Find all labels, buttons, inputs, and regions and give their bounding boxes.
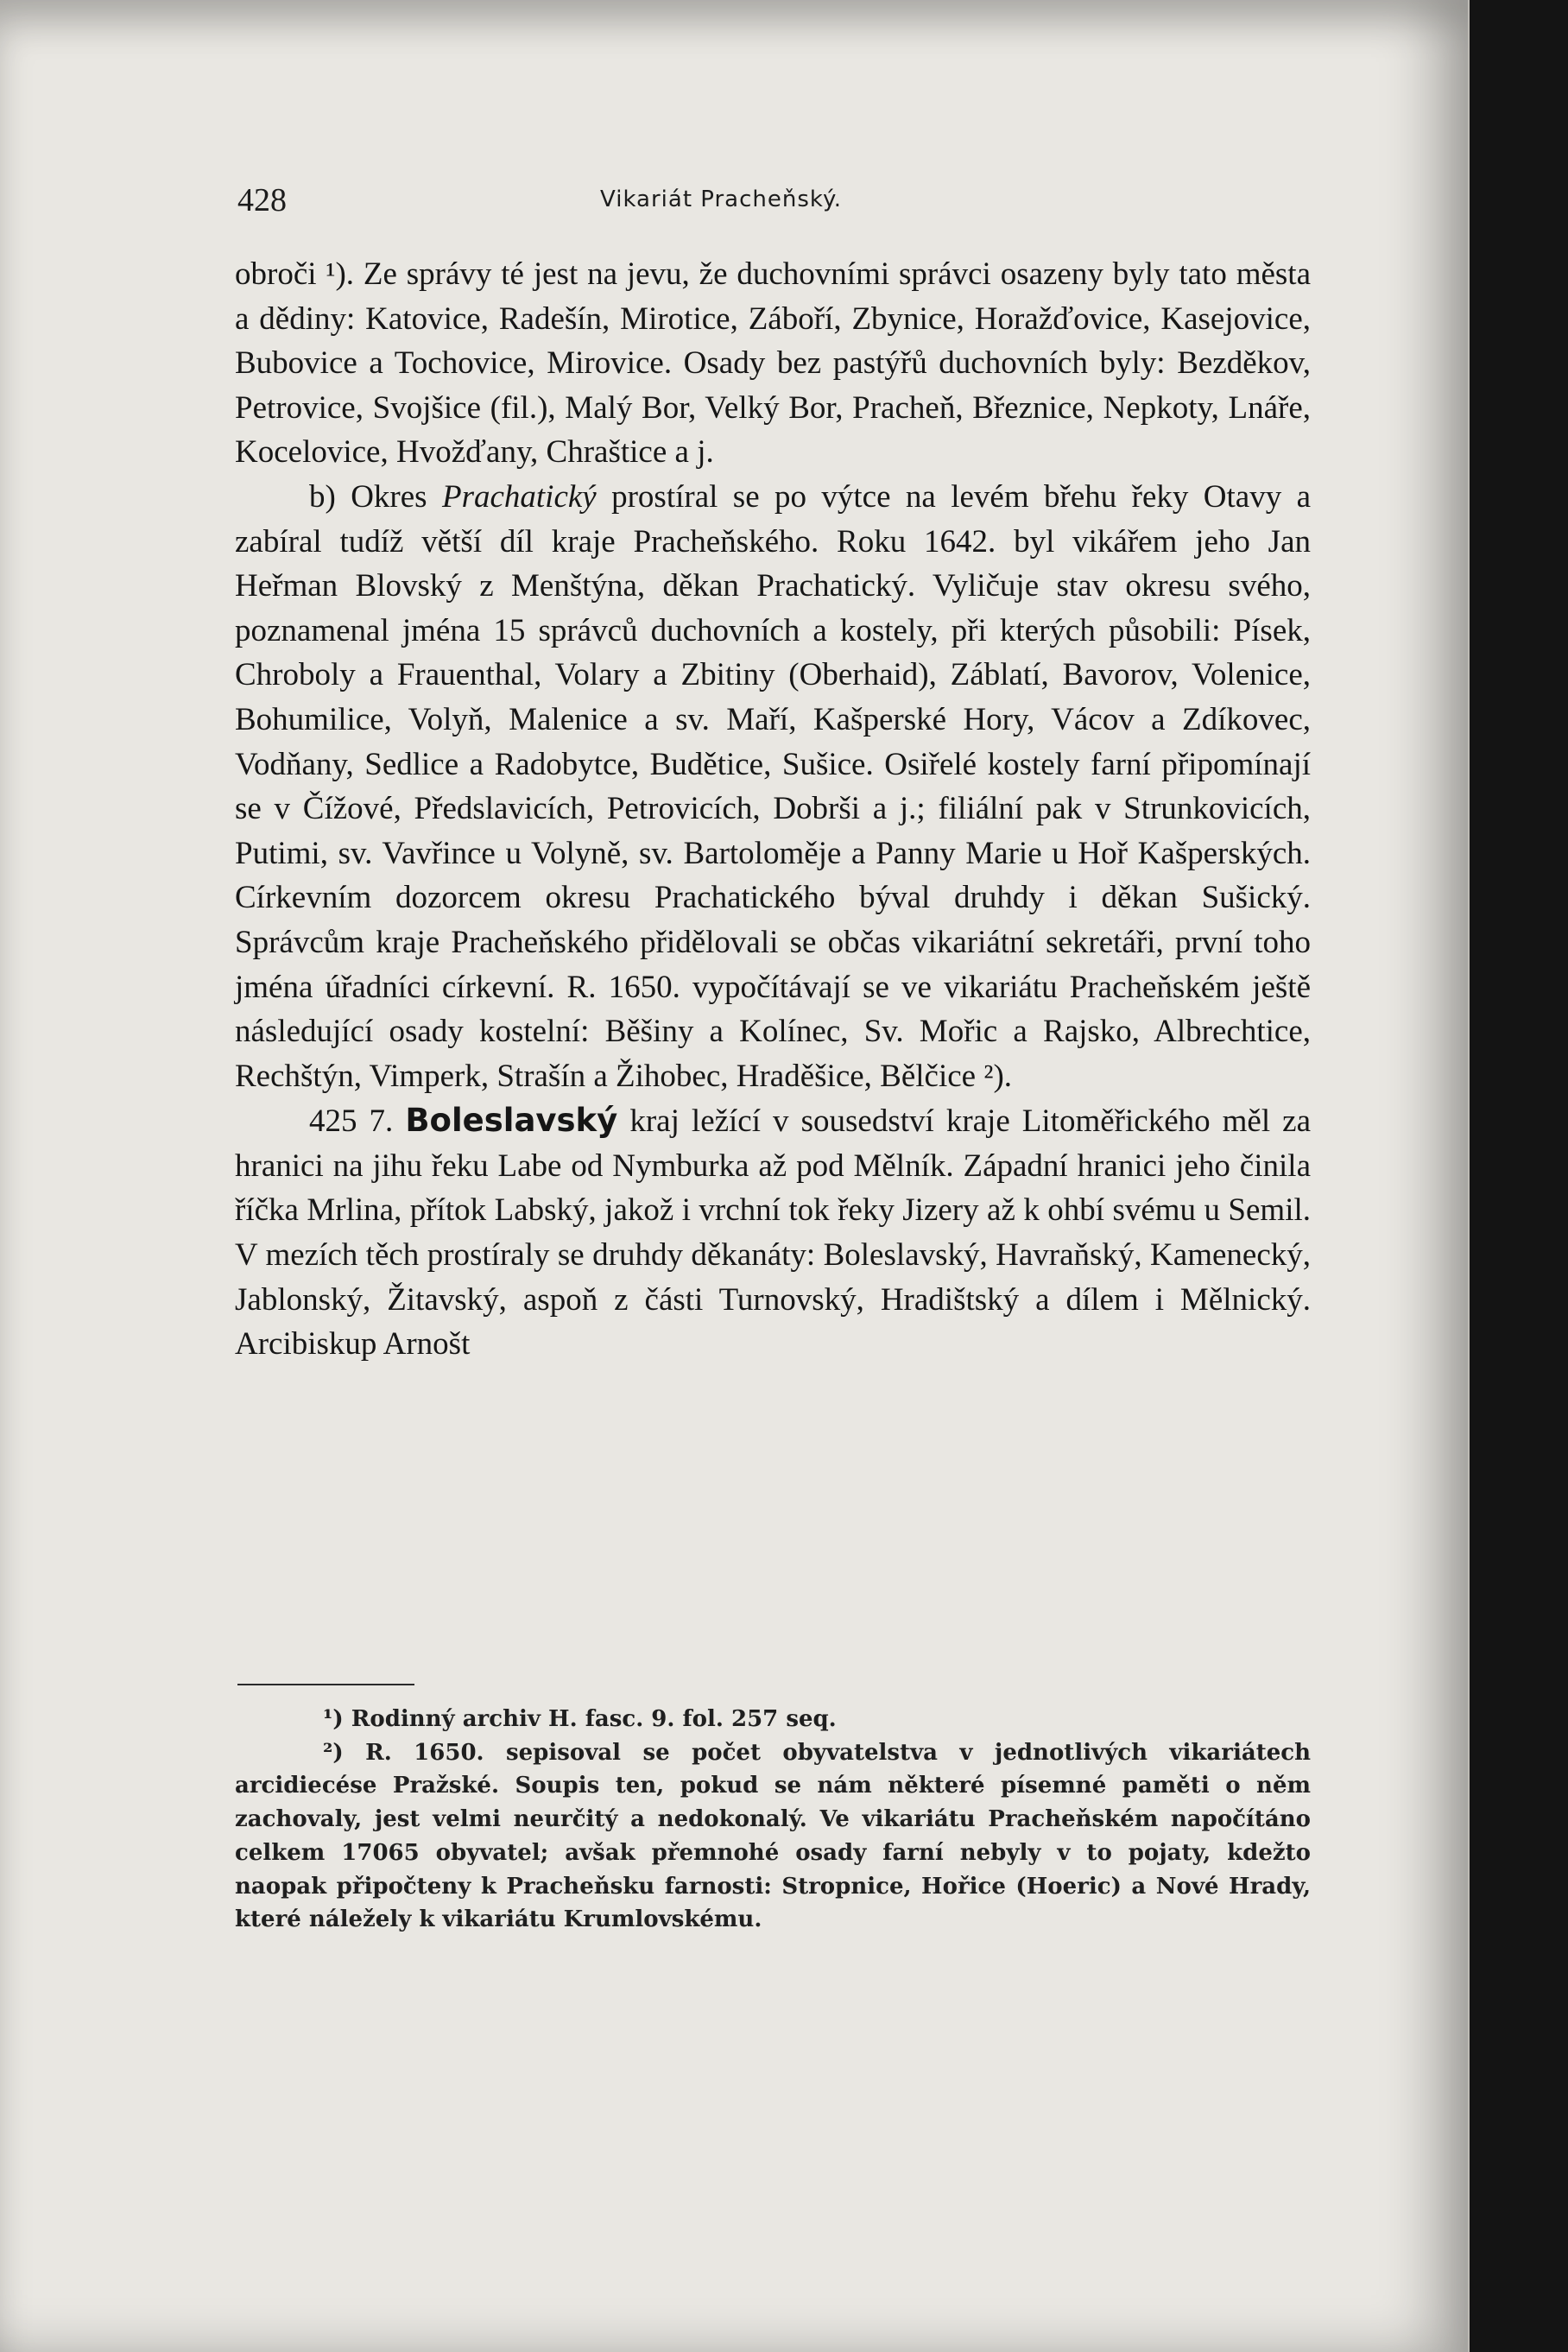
section-title: Boleslavský	[405, 1102, 618, 1140]
section-number: 425 7.	[309, 1103, 394, 1140]
footnote-1: ¹) Rodinný archiv H. fasc. 9. fol. 257 seq.	[323, 1706, 837, 1732]
paragraph-2	[235, 475, 1311, 1098]
page-header	[237, 181, 1317, 233]
footnote-divider	[237, 1684, 414, 1685]
footnotes	[235, 1703, 1311, 1937]
footnote-2: ²) R. 1650. sepisoval se počet obyvatelstva v jednotlivých vikariátech arcidiecése Pražské. Soupis ten, pokud se nám některé písemné paměti o něm zachovaly, jest velmi neurčitý a nedokonalý. Ve vikariátu Pracheňském napočítáno celkem 17065 obyvatel; avšak přemnohé osady farní nebyly v to pojaty, kdežto naopak připočteny k Pracheňsku farnosti: Stropnice, Hořice (Hoeric) a Nové Hrady, které náležely k vikariátu Krumlovskému.	[235, 1739, 1311, 1933]
district-name: Prachatický	[441, 478, 597, 515]
body-text	[235, 252, 1311, 1367]
running-head: Vikariát Pracheňský.	[600, 187, 842, 212]
page-number: 428	[237, 182, 287, 218]
page-edge-divider	[1468, 0, 1470, 2352]
paragraph-3-text: kraj ležící v sousedství kraje Litoměřického měl za hranici na jihu řeku Labe od Nymburka až pod Mělník. Západní hranici jeho činila říčka Mrlina, přítok Labský, jakož i vrchní tok řeky Jizery až k ohbí svému u Semil. V mezích těch prostíraly se druhdy děkanáty: Boleslavský, Havraňský, Kamenecký, Jablonský, Žitavský, aspoň z části Turnovský, Hradištský a dílem i Mělnický. Arcibiskup Arnošt	[235, 1103, 1312, 1363]
paragraph-1: obroči ¹). Ze správy té jest na jevu, že duchovními správci osazeny byly tato města a dědiny: Katovice, Radešín, Mirotice, Záboří, Zbynice, Horažďovice, Kasejovice, Bubovice a Tochovice, Mirovice. Osady bez pastýřů duchovních byly: Bezděkov, Petrovice, Svojšice (fil.), Malý Bor, Velký Bor, Pracheň, Březnice, Nepkoty, Lnáře, Kocelovice, Hvožďany, Chraštice a j.	[235, 256, 1311, 471]
paragraph-3	[235, 1098, 1311, 1367]
paragraph-2-lead: b) Okres	[309, 478, 427, 515]
paragraph-2-text: prostíral se po výtce na levém břehu řeky Otavy a zabíral tudíž větší díl kraje Pracheňského. Roku 1642. byl vikářem jeho Jan Heřman Blovský z Menštýna, děkan Prachatický. Vyličuje stav okresu svého, poznamenal jména 15 správců duchovních a kostely, při kterých působili: Písek, Chroboly a Frauenthal, Volary a Zbitiny (Oberhaid), Záblatí, Bavorov, Volenice, Bohumilice, Volyň, Malenice a sv. Maří, Kašperské Hory, Vácov a Zdíkovec, Vodňany, Sedlice a Radobytce, Budětice, Sušice. Osiřelé kostely farní připomínají se v Čížové, Předslavicích, Petrovicích, Dobrši a j.; filiální pak v Strunkovicích, Putimi, sv. Vavřince u Volyně, sv. Bartoloměje a Panny Marie u Hoř Kašperských. Církevním dozorcem okresu Prachatického býval druhdy i děkan Sušický. Správcům kraje Pracheňského přidělovali se občas vikariátní sekretáři, první toho jména úřadníci církevní. R. 1650. vypočítávají se ve vikariátu Pracheňském ještě následující osady kostelní: Běšiny a Kolínec, Sv. Mořic a Rajsko, Albrechtice, Rechštýn, Vimperk, Strašín a Žihobec, Hraděšice, Bělčice ²).	[235, 478, 1311, 1094]
